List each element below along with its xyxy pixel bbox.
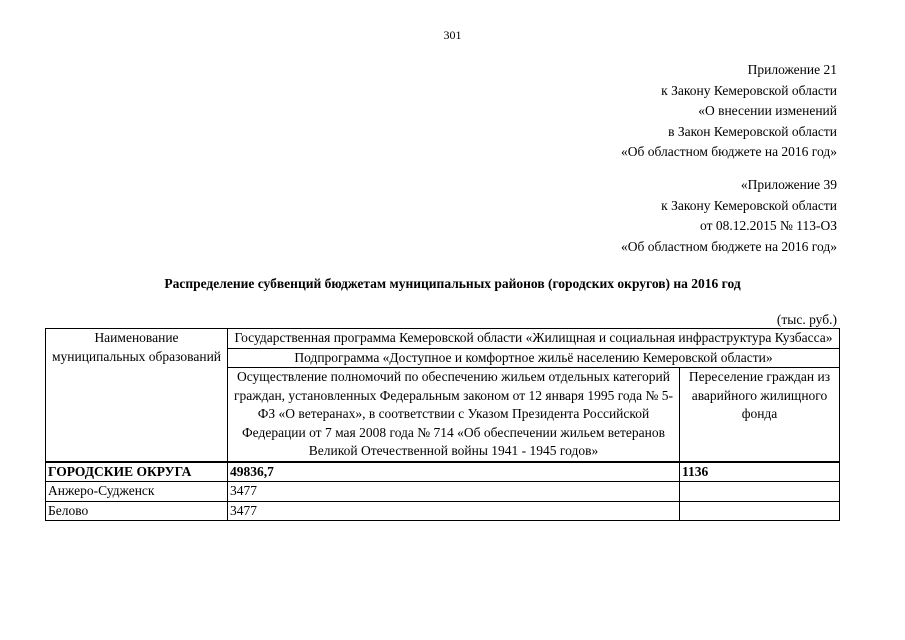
- row-col2-cell: [680, 501, 840, 521]
- row-col2-cell: 1136: [680, 462, 840, 482]
- subvention-table: [45, 328, 840, 521]
- header-program-cell: Государственная программа Кемеровской области «Жилищная и социальная инфраструктура Кузбасса»: [228, 329, 840, 349]
- row-name-cell: Анжеро-Судженск: [46, 482, 228, 502]
- appendix-2-line: от 08.12.2015 № 113-ОЗ: [700, 218, 837, 233]
- header-col1-cell: Осуществление полномочий по обеспечению жильем отдельных категорий граждан, установленных Федеральным законом от 12 января 1995 года № 5-ФЗ «О ветеранах», в соответствии с Указом Президента Российской Федерации от 7 мая 2008 года № 714 «Об обеспечении жильем ветеранов Великой Отечественной войны 1941 - 1945 годов»: [228, 368, 680, 462]
- appendix-1-line: «Об областном бюджете на 2016 год»: [621, 144, 837, 159]
- row-col1-cell: 3477: [228, 501, 680, 521]
- row-col1-cell: 49836,7: [228, 462, 680, 482]
- units-label: (тыс. руб.): [776, 312, 837, 327]
- appendix-2-line: «Об областном бюджете на 2016 год»: [621, 238, 837, 254]
- header-col2-cell: Переселение граждан из аварийного жилищного фонда: [680, 368, 840, 462]
- table-header-row: [46, 329, 840, 349]
- appendix-1-line: к Закону Кемеровской области: [661, 82, 837, 98]
- appendix-2-line: к Закону Кемеровской области: [661, 197, 837, 213]
- header-name-cell: Наименование муниципальных образований: [46, 329, 228, 462]
- row-name-cell: ГОРОДСКИЕ ОКРУГА: [46, 462, 228, 482]
- table-row: [46, 462, 840, 482]
- appendix-1-line: в Закон Кемеровской области: [668, 123, 837, 139]
- page-number: 301: [443, 28, 462, 42]
- appendix-2-line: «Приложение 39: [740, 177, 837, 192]
- row-col1-cell: 3477: [228, 482, 680, 502]
- table-row: [46, 482, 840, 502]
- appendix-1-line: «О внесении изменений: [698, 103, 837, 118]
- header-subprogram-cell: Подпрограмма «Доступное и комфортное жильё населению Кемеровской области»: [228, 348, 840, 368]
- row-col2-cell: [680, 482, 840, 502]
- appendix-1-line: Приложение 21: [747, 62, 837, 77]
- row-name-cell: Белово: [46, 501, 228, 521]
- appendix-block-1: [621, 60, 837, 163]
- table-row: [46, 501, 840, 521]
- appendix-block-2: [621, 175, 837, 257]
- document-title: Распределение субвенций бюджетам муниципальных районов (городских округов) на 2016 год: [164, 276, 741, 291]
